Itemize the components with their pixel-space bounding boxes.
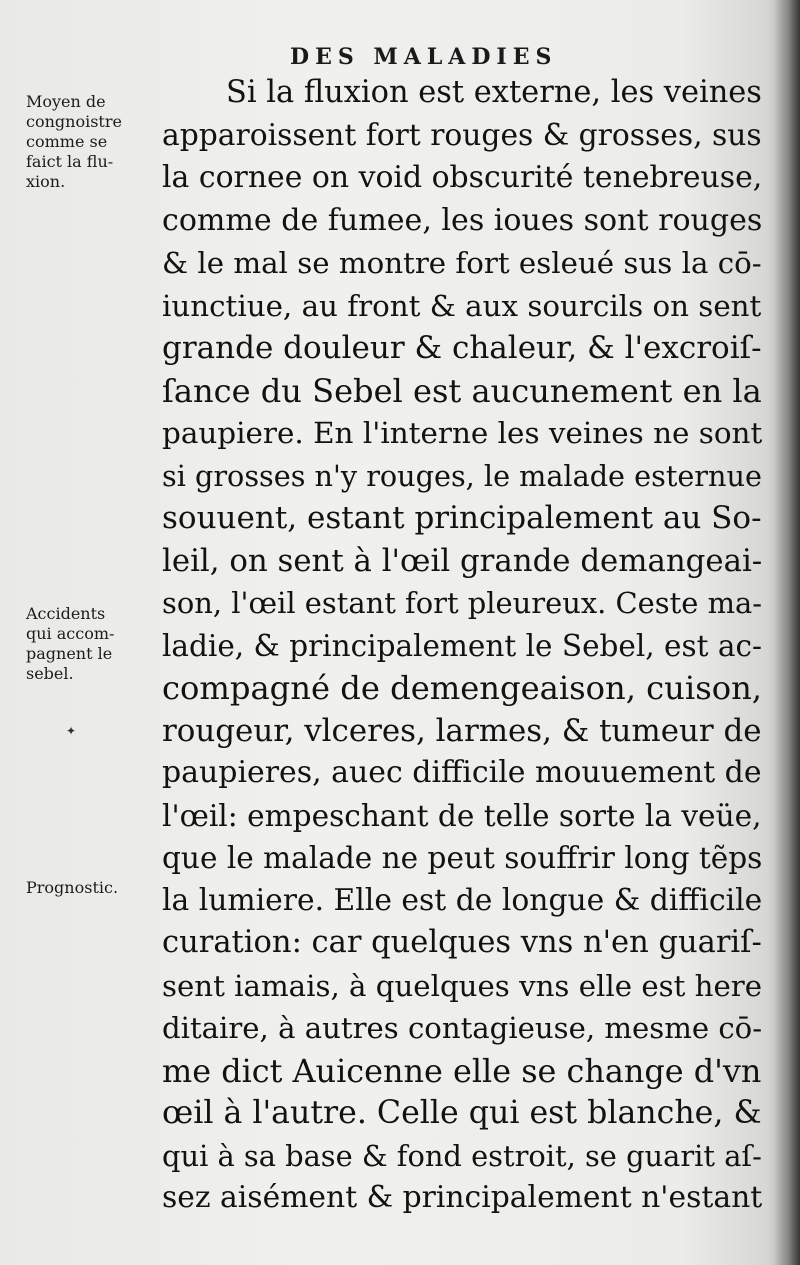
text-line: qui à sa base & fond estroit, se guarit aſ- (162, 1138, 762, 1173)
margin-note-line: pagnent le (26, 644, 113, 663)
text-line: ladie, & principalement le Sebel, est ac- (162, 628, 762, 663)
text-line: œil à l'autre. Celle qui est blanche, & (162, 1095, 762, 1131)
text-line: sent iamais, à quelques vns elle est here (162, 968, 763, 1003)
margin-note-line: faict la flu- (26, 152, 114, 171)
text-line: apparoissent fort rouges & grosses, sus (162, 117, 762, 153)
text-line: si grosses n'y rouges, le malade esternue (162, 458, 762, 493)
running-head: DES MALADIES (290, 44, 558, 70)
margin-note-line: sebel. (26, 664, 74, 683)
margin-note-line: Prognostic. (26, 878, 119, 897)
text-line: compagné de demengeaison, cuison, (162, 669, 763, 707)
text-line: que le malade ne peut souffrir long tẽps (162, 841, 763, 875)
text-line: ſance du Sebel est aucunement en la (162, 371, 762, 410)
ornament-mark: ✦ (66, 724, 77, 738)
margin-note-accidents (26, 604, 161, 684)
text-line: rougeur, vlceres, larmes, & tumeur de (162, 712, 762, 749)
text-line: comme de fumee, les ioues sont rouges (162, 202, 763, 238)
body-text (162, 72, 762, 1220)
text-line: l'œil: empeschant de telle sorte la veüe, (162, 798, 762, 833)
text-line: Si la fluxion est externe, les veines (226, 75, 762, 110)
text-line: paupieres, auec difficile mouuement de (162, 755, 762, 790)
margin-note-line: congnoistre (26, 112, 122, 131)
text-line: ditaire, à autres contagieuse, mesme cō- (162, 1011, 763, 1045)
text-line: curation: car quelques vns n'en guariſ- (162, 925, 762, 960)
margin-note-prognostic (26, 878, 161, 898)
margin-note-line: xion. (26, 172, 66, 191)
text-line: son, l'œil estant fort pleureux. Ceste ma- (162, 586, 763, 620)
text-line: la lumiere. Elle est de longue & difficile (162, 882, 763, 918)
margin-note-fluxion (26, 92, 161, 192)
margin-note-line: comme se (26, 132, 108, 151)
text-line: me dict Auicenne elle se change d'vn (162, 1051, 762, 1090)
margin-note-line: Accidents (26, 604, 106, 623)
text-line: & le mal se montre fort esleué sus la cō- (162, 246, 762, 280)
text-line: sez aisément & principalement n'estant (162, 1180, 763, 1215)
text-line: iunctiue, au front & aux sourcils on sent (162, 288, 762, 323)
text-line: leil, on sent à l'œil grande demangeai- (162, 542, 763, 579)
margin-note-line: Moyen de (26, 92, 106, 111)
page-edge-shadow (774, 0, 800, 1265)
text-line: souuent, estant principalement au So- (162, 500, 762, 536)
text-line: grande douleur & chaleur, & l'excroiſ- (162, 330, 762, 366)
margin-note-line: qui accom- (26, 624, 115, 643)
text-line: paupiere. En l'interne les veines ne sont (162, 416, 763, 450)
text-line: la cornee on void obscurité tenebreuse, (162, 160, 763, 195)
